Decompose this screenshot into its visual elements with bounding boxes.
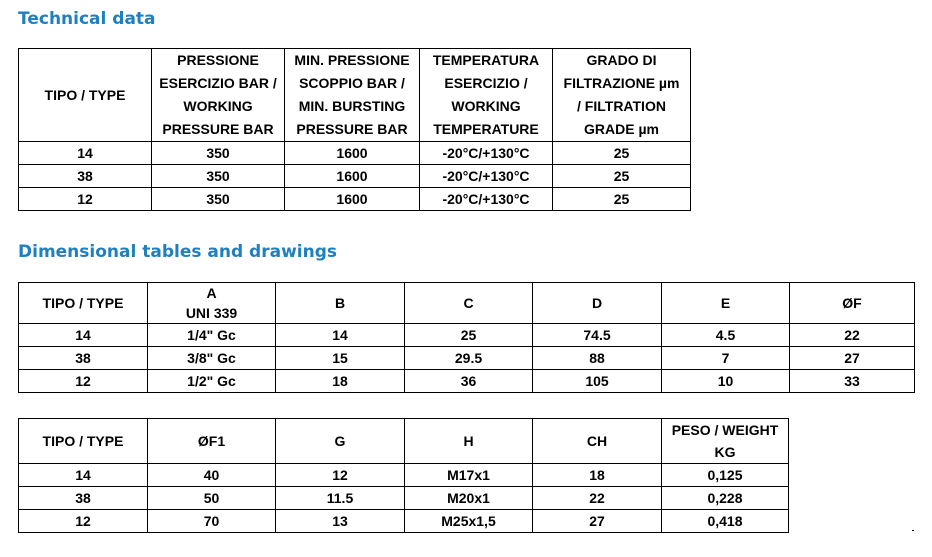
cell-ch: 22 — [533, 487, 662, 510]
cell-type: 38 — [19, 487, 148, 510]
header-d: D — [533, 283, 662, 324]
cell-weight: 0,418 — [662, 510, 789, 533]
technical-data-heading: Technical data — [18, 9, 156, 29]
cell-diameter-f: 33 — [790, 370, 915, 393]
cell-ch: 27 — [533, 510, 662, 533]
header-diameter-f1: ØF1 — [148, 419, 276, 464]
cell-diameter-f: 27 — [790, 347, 915, 370]
table-row — [19, 510, 789, 533]
header-a: A UNI 339 — [148, 283, 276, 324]
cell-a: 1/4" Gc — [148, 324, 276, 347]
cell-type: 14 — [19, 464, 148, 487]
cell-e: 7 — [662, 347, 790, 370]
table-row — [19, 165, 691, 188]
cell-working-pressure: 350 — [152, 165, 285, 188]
header-type: TIPO / TYPE — [19, 49, 152, 142]
header-b: B — [276, 283, 405, 324]
table-row — [19, 487, 789, 510]
cell-b: 15 — [276, 347, 405, 370]
table-row — [19, 370, 915, 393]
cell-weight: 0,228 — [662, 487, 789, 510]
cell-g: 13 — [276, 510, 405, 533]
header-c: C — [405, 283, 533, 324]
header-type: TIPO / TYPE — [19, 419, 148, 464]
header-g: G — [276, 419, 405, 464]
cell-temperature: -20°C/+130°C — [420, 188, 553, 211]
cell-a: 1/2" Gc — [148, 370, 276, 393]
cell-d: 88 — [533, 347, 662, 370]
cell-filtration: 25 — [553, 142, 691, 165]
cell-type: 12 — [19, 370, 148, 393]
technical-data-table — [18, 48, 691, 211]
dimensional-table-2 — [18, 418, 789, 533]
cell-type: 38 — [19, 347, 148, 370]
cell-temperature: -20°C/+130°C — [420, 142, 553, 165]
stray-mark — [912, 530, 914, 531]
cell-filtration: 25 — [553, 165, 691, 188]
cell-bursting-pressure: 1600 — [285, 142, 420, 165]
cell-weight: 0,125 — [662, 464, 789, 487]
cell-bursting-pressure: 1600 — [285, 188, 420, 211]
cell-type: 14 — [19, 142, 152, 165]
cell-diameter-f1: 50 — [148, 487, 276, 510]
header-h: H — [405, 419, 533, 464]
table-row — [19, 464, 789, 487]
table-row — [19, 324, 915, 347]
cell-diameter-f: 22 — [790, 324, 915, 347]
cell-type: 38 — [19, 165, 152, 188]
cell-bursting-pressure: 1600 — [285, 165, 420, 188]
cell-d: 74.5 — [533, 324, 662, 347]
cell-filtration: 25 — [553, 188, 691, 211]
cell-b: 14 — [276, 324, 405, 347]
dimensional-tables-heading: Dimensional tables and drawings — [18, 242, 337, 262]
cell-working-pressure: 350 — [152, 188, 285, 211]
cell-g: 11.5 — [276, 487, 405, 510]
cell-h: M25x1,5 — [405, 510, 533, 533]
cell-b: 18 — [276, 370, 405, 393]
dimensional-table-1 — [18, 282, 915, 393]
cell-c: 29.5 — [405, 347, 533, 370]
cell-g: 12 — [276, 464, 405, 487]
header-diameter-f: ØF — [790, 283, 915, 324]
cell-type: 14 — [19, 324, 148, 347]
header-working-pressure: PRESSIONE ESERCIZIO BAR / WORKING PRESSURE BAR — [152, 49, 285, 142]
header-e: E — [662, 283, 790, 324]
header-temperature: TEMPERATURA ESERCIZIO / WORKING TEMPERATURE — [420, 49, 553, 142]
table-row — [19, 188, 691, 211]
cell-type: 12 — [19, 188, 152, 211]
header-ch: CH — [533, 419, 662, 464]
cell-working-pressure: 350 — [152, 142, 285, 165]
header-bursting-pressure: MIN. PRESSIONE SCOPPIO BAR / MIN. BURSTING PRESSURE BAR — [285, 49, 420, 142]
cell-e: 4.5 — [662, 324, 790, 347]
table-row — [19, 347, 915, 370]
cell-diameter-f1: 70 — [148, 510, 276, 533]
cell-temperature: -20°C/+130°C — [420, 165, 553, 188]
cell-c: 25 — [405, 324, 533, 347]
header-weight: PESO / WEIGHT KG — [662, 419, 789, 464]
header-filtration-grade: GRADO DI FILTRAZIONE µm / FILTRATION GRADE µm — [553, 49, 691, 142]
cell-type: 12 — [19, 510, 148, 533]
cell-ch: 18 — [533, 464, 662, 487]
cell-diameter-f1: 40 — [148, 464, 276, 487]
cell-c: 36 — [405, 370, 533, 393]
header-type: TIPO / TYPE — [19, 283, 148, 324]
cell-h: M17x1 — [405, 464, 533, 487]
cell-d: 105 — [533, 370, 662, 393]
cell-e: 10 — [662, 370, 790, 393]
cell-h: M20x1 — [405, 487, 533, 510]
table-row — [19, 142, 691, 165]
cell-a: 3/8" Gc — [148, 347, 276, 370]
